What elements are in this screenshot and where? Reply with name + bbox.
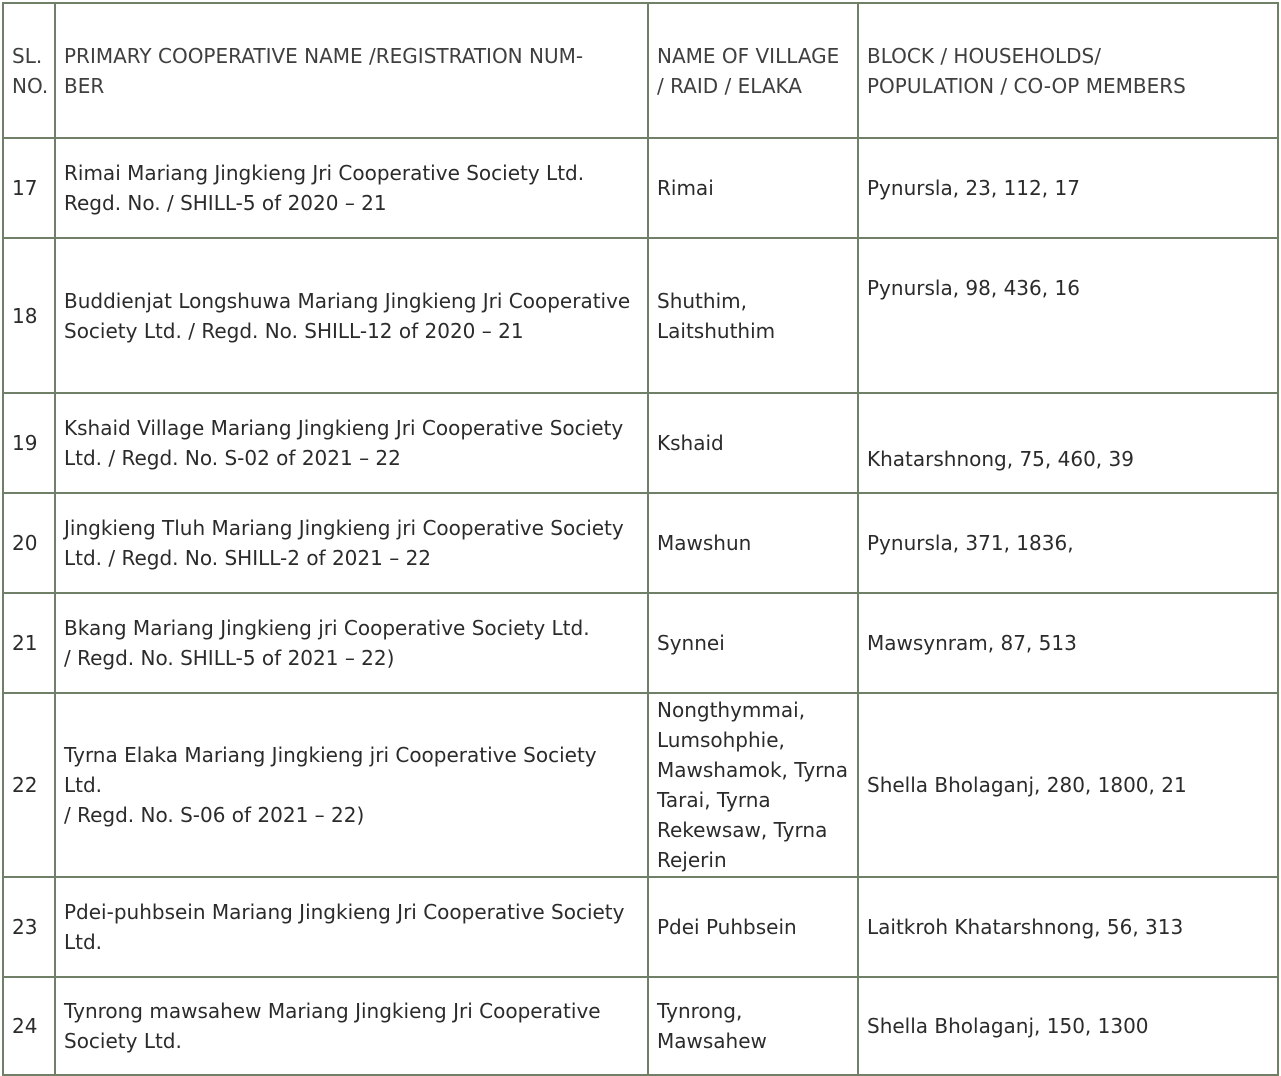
header-village: NAME OF VILLAGE / RAID / ELAKA (648, 3, 858, 138)
village-cell: Nongthymmai, Lumsohphie, Mawshamok, Tyrna Tarai, Tyrna Rekewsaw, Tyrna Rejerin (648, 693, 858, 877)
name-cell: Pdei-puhbsein Mariang Jingkieng Jri Cooperative Society Ltd. (55, 877, 648, 977)
name-cell: Jingkieng Tluh Mariang Jingkieng jri Cooperative Society Ltd. / Regd. No. SHILL-2 of 2021 – 22 (55, 493, 648, 593)
village-cell: Pdei Puhbsein (648, 877, 858, 977)
table-row (3, 593, 1278, 693)
village-cell: Mawshun (648, 493, 858, 593)
table-row (3, 493, 1278, 593)
village-cell: Tynrong, Mawsahew (648, 977, 858, 1075)
block-cell: Mawsynram, 87, 513 (858, 593, 1278, 693)
sl-cell: 23 (3, 877, 55, 977)
table-row (3, 238, 1278, 393)
village-cell: Rimai (648, 138, 858, 238)
block-cell: Khatarshnong, 75, 460, 39 (858, 393, 1278, 493)
block-cell: Laitkroh Khatarshnong, 56, 313 (858, 877, 1278, 977)
name-cell: Buddienjat Longshuwa Mariang Jingkieng Jri Cooperative Society Ltd. / Regd. No. SHILL-12 of 2020 – 21 (55, 238, 648, 393)
sl-cell: 18 (3, 238, 55, 393)
header-sl-no: SL. NO. (3, 3, 55, 138)
name-cell: Kshaid Village Mariang Jingkieng Jri Cooperative Society Ltd. / Regd. No. S-02 of 2021 – 22 (55, 393, 648, 493)
sl-cell: 22 (3, 693, 55, 877)
sl-cell: 21 (3, 593, 55, 693)
table-row (3, 693, 1278, 877)
sl-cell: 19 (3, 393, 55, 493)
header-block: BLOCK / HOUSEHOLDS/ POPULATION / CO-OP MEMBERS (858, 3, 1278, 138)
header-row (3, 3, 1278, 138)
table-row (3, 977, 1278, 1075)
name-cell: Tynrong mawsahew Mariang Jingkieng Jri Cooperative Society Ltd. (55, 977, 648, 1075)
block-cell: Pynursla, 371, 1836, (858, 493, 1278, 593)
block-cell: Pynursla, 23, 112, 17 (858, 138, 1278, 238)
sl-cell: 17 (3, 138, 55, 238)
name-cell: Tyrna Elaka Mariang Jingkieng jri Cooperative Society Ltd. / Regd. No. S-06 of 2021 – 22) (55, 693, 648, 877)
village-cell: Kshaid (648, 393, 858, 493)
name-cell: Bkang Mariang Jingkieng jri Cooperative Society Ltd. / Regd. No. SHILL-5 of 2021 – 22) (55, 593, 648, 693)
village-cell: Synnei (648, 593, 858, 693)
cooperatives-table (2, 2, 1279, 1076)
village-cell: Shuthim, Laitshuthim (648, 238, 858, 393)
table-row (3, 138, 1278, 238)
sl-cell: 20 (3, 493, 55, 593)
name-cell: Rimai Mariang Jingkieng Jri Cooperative Society Ltd. Regd. No. / SHILL-5 of 2020 – 21 (55, 138, 648, 238)
header-cooperative-name: PRIMARY COOPERATIVE NAME /REGISTRATION NUM- BER (55, 3, 648, 138)
table-row (3, 393, 1278, 493)
sl-cell: 24 (3, 977, 55, 1075)
table-row (3, 877, 1278, 977)
block-cell: Shella Bholaganj, 150, 1300 (858, 977, 1278, 1075)
block-cell: Shella Bholaganj, 280, 1800, 21 (858, 693, 1278, 877)
block-cell: Pynursla, 98, 436, 16 (858, 238, 1278, 393)
